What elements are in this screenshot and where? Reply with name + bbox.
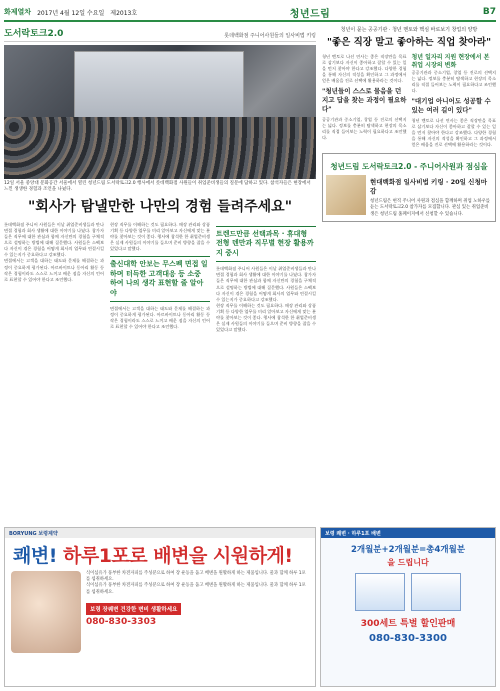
side-article bbox=[322, 26, 496, 222]
ad-brand-bar: BORYUNG 보령제약 bbox=[5, 528, 315, 538]
advertisement-side[interactable] bbox=[320, 527, 496, 687]
ad-headline bbox=[13, 541, 315, 568]
pull-quote: 트렌드만큼 선택과목 · 휴대형 전형 덴만과 직무별 현장 활용까지 중시 bbox=[216, 226, 316, 262]
ad-model-image bbox=[11, 571, 81, 653]
article-text: 청년 멘토로 나선 연사는 좋은 직장만을 목표로 삼기보다 자신이 좋아하고 잘할 수 있는 일을 먼저 찾아야 한다고 강조했다. 다양한 경험을 통해 자신의 적성을 확인하고 그 과정에서 얻은 배움을 진로 선택에 활용하라는 것이다. bbox=[322, 53, 407, 84]
side-headline: "좋은 직장 말고 좋아하는 직업 찾아라" bbox=[326, 37, 492, 48]
ad2-products bbox=[321, 573, 495, 611]
advertisement-main[interactable] bbox=[4, 527, 316, 687]
side-subhead-green: 청년 일자리 지원 현장에서 본 취업 시장의 변화 bbox=[411, 53, 490, 69]
article-text: 면접에서는 고객을 대하는 태도와 문제를 해결하는 과정이 중요하게 평가된다. 아르바이트나 동아리 활동 등 작은 경험이라도 스스로 느끼고 배운 점을 자신의 언어로 표현할 수 있어야 한다고 조언했다. bbox=[110, 306, 210, 330]
header-left bbox=[4, 7, 137, 17]
article-kicker-row bbox=[4, 26, 316, 42]
article-text: 면접에서는 고객을 대하는 태도와 문제를 해결하는 과정이 중요하게 평가된다. 아르바이트나 동아리 활동 등 작은 경험이라도 스스로 느끼고 배운 점을 자신의 언어로 표현할 수 있어야 한다고 조언했다. bbox=[4, 258, 104, 282]
article-text: 청년 멘토로 나선 연사는 좋은 직장만을 목표로 삼기보다 자신이 좋아하고 잘할 수 있는 일을 먼저 찾아야 한다고 강조했다. 다양한 경험을 통해 자신의 적성을 확인하고 그 과정에서 얻은 배움을 진로 선택에 활용하라는 것이다. bbox=[411, 117, 496, 148]
article-column-1 bbox=[4, 222, 104, 333]
pull-quote: 출신대학 안보는 무스펙 면접 일하며 터득한 고객대응 등 소중 하여 나의 생각 표현할 줄 알아야 bbox=[110, 256, 210, 302]
photo-caption: 12일 서울 중앙대 문화공간 서울에서 열린 청년드림 도서락토크2.0 행사에서 롯데백화점 사원들이 취업준비생들의 질문에 답하고 있다. 참석자들은 현장에서 느낀 생생한 경험과 조언을 나눴다. bbox=[4, 181, 311, 193]
brand-logo: 청년드림 bbox=[289, 8, 331, 20]
ad-text-block bbox=[86, 571, 309, 653]
audience bbox=[4, 117, 316, 179]
article-column-3 bbox=[216, 222, 316, 333]
article-text: 공공기관과 중소기업, 창업 등 진로의 선택지는 넓다. 정보를 충분히 탐색하고 현장의 목소리를 직접 들어보는 노력이 필요하다고 조언했다. bbox=[411, 70, 496, 94]
product-box-image bbox=[355, 573, 405, 611]
notice-content bbox=[370, 175, 492, 218]
ad-phone[interactable]: 080-830-3303 bbox=[86, 616, 157, 627]
presentation-screen bbox=[74, 51, 244, 121]
section-name: 화제열차 bbox=[4, 8, 32, 16]
event-photo bbox=[4, 45, 316, 179]
notice-title: 청년드림 도서락토크2.0 - 주니어사원과 점심을 bbox=[330, 162, 488, 172]
ad2-sale-text: 300세트 특별 할인판매 bbox=[360, 619, 456, 629]
article-text: 현장 직무를 이해하는 것도 필요하다. 매장 관리와 상품 기획 등 다양한 업무를 미리 알아보고 자신에게 맞는 분야를 찾아보는 것이 좋다. 행사에 참석한 한 취업준비생은 실제 사원들의 이야기를 들으며 준비 방향을 잡을 수 있었다고 말했다. bbox=[110, 221, 210, 252]
article-text: 롯데백화점 주니어 사원들은 이날 취업준비생들과 만나 면접 경험과 회사 생활에 대한 이야기를 나눴다. 참가자들은 직무에 대한 관심과 함께 자신만의 경험을 구체적으로 설명하는 방법에 대해 질문했다. 사원들은 스펙보다 자신이 겪은 경험을 어떻게 회사의 업무와 연결시킬 수 있는지가 중요하다고 강조했다. bbox=[4, 221, 104, 258]
article-kicker-right: 롯데백화점 주니어사원들의 일사비법 키링 bbox=[224, 33, 316, 39]
ad2-phone[interactable]: 080-830-3300 bbox=[369, 633, 447, 644]
side-kicker: 청년이 묻는 공공기관 · 청년 멘토와 핵심 바로보기 창업의 양방 bbox=[340, 27, 478, 33]
ad-body-text: 식이섬유가 풍부한 차전자피를 주성분으로 하여 장 운동을 돕고 배변을 원활하게 하는 제품입니다. 물과 함께 하루 1포를 섭취하세요. bbox=[86, 583, 306, 595]
article-text: 공공기관과 중소기업, 창업 등 진로의 선택지는 넓다. 정보를 충분히 탐색하고 현장의 목소리를 직접 들어보는 노력이 필요하다고 조언했다. bbox=[322, 116, 407, 140]
article-text: 현장 직무를 이해하는 것도 필요하다. 매장 관리와 상품 기획 등 다양한 업무를 미리 알아보고 자신에게 맞는 분야를 찾아보는 것이 좋다. 행사에 참석한 한 취업준비생은 실제 사원들의 이야기를 들으며 준비 방향을 잡을 수 있었다고 말했다. bbox=[216, 302, 316, 333]
article-headline: "회사가 탐낼만한 나만의 경험 들려주세요" bbox=[28, 199, 292, 216]
notice-row bbox=[326, 175, 492, 218]
ad-headline-rest: 하루1포로 배변을 시원하게! bbox=[56, 545, 293, 567]
side-column-1 bbox=[322, 54, 407, 149]
article-kicker: 도서락토크2.0 bbox=[4, 29, 64, 39]
article-body bbox=[4, 222, 316, 333]
notice-image bbox=[326, 175, 366, 215]
ad2-headline-2: 을 드립니다 bbox=[387, 558, 429, 567]
page-number: B7 bbox=[482, 7, 496, 17]
side-body bbox=[322, 54, 496, 149]
issue-number: 제2013호 bbox=[110, 9, 138, 17]
event-notice bbox=[322, 153, 496, 222]
article-text: 롯데백화점 주니어 사원들은 이날 취업준비생들과 만나 면접 경험과 회사 생활에 대한 이야기를 나눴다. 참가자들은 직무에 대한 관심과 함께 자신만의 경험을 구체적으로 설명하는 방법에 대해 질문했다. 사원들은 스펙보다 자신이 겪은 경험을 어떻게 회사의 업무와 연결시킬 수 있는지가 중요하다고 강조했다. bbox=[216, 266, 316, 302]
ad-content bbox=[5, 568, 315, 656]
article-column-2 bbox=[110, 222, 210, 333]
side-subhead: "청년들이 스스로 물음을 던지고 답을 찾는 과정이 필요하다" bbox=[322, 87, 407, 113]
side-column-2 bbox=[412, 54, 497, 149]
ad2-top-bar: 보령 쾌변 · 하루1포 배변 bbox=[321, 528, 495, 538]
notice-text: 청년드림은 현직 주니어 사원과 점심을 함께하며 취업 노하우를 듣는 도서락토크2.0 참가자를 모집합니다. 관심 있는 취업준비생은 청년드림 홈페이지에서 신청할 수 있습니다. bbox=[370, 198, 491, 217]
main-article bbox=[4, 26, 316, 333]
ad2-headline: 2개월분+2개월분=총4개월분 bbox=[350, 545, 466, 555]
ad-body-text: 식이섬유가 풍부한 차전자피를 주성분으로 하여 장 운동을 돕고 배변을 원활하게 하는 제품입니다. 물과 함께 하루 1포를 섭취하세요. bbox=[86, 571, 306, 583]
ad-badge: 보령 장퀘변 건강한 변비 생활하세요 bbox=[86, 603, 181, 615]
ad-headline-accent: 쾌변! bbox=[13, 545, 57, 567]
notice-subhead: 현대백화점 일사비법 키링 · 20일 신청마감 bbox=[370, 178, 488, 196]
issue-date: 2017년 4월 12일 수요일 bbox=[37, 9, 105, 17]
product-box-image bbox=[411, 573, 461, 611]
page-header bbox=[4, 4, 496, 22]
side-subhead: "대기업 아니어도 성공할 수 있는 여러 길이 있다" bbox=[411, 97, 491, 115]
